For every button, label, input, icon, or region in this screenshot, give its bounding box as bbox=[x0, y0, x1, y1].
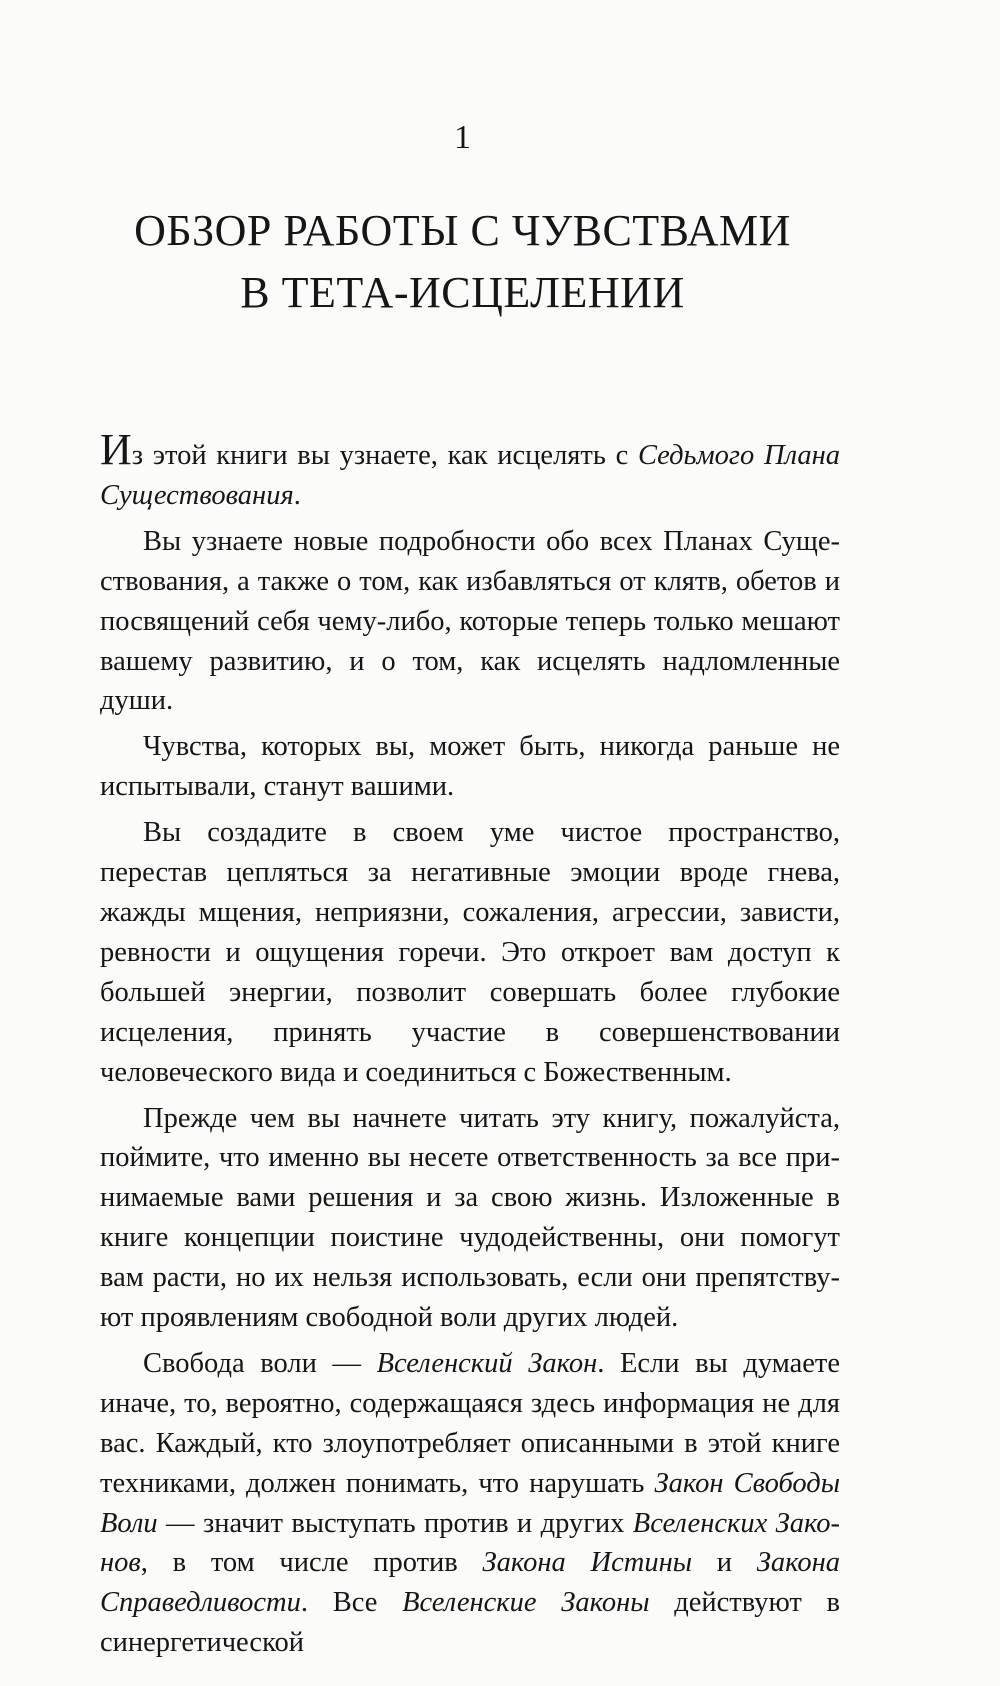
chapter-title-line-2: В ТЕТА-ИСЦЕЛЕНИИ bbox=[240, 268, 685, 317]
paragraph-text: — значит выступать против и других bbox=[157, 1507, 633, 1539]
chapter-title bbox=[0, 200, 925, 324]
emphasis-text: Закон Свободы Воли bbox=[100, 1467, 841, 1539]
emphasis-text: Закона Истины bbox=[482, 1547, 693, 1579]
chapter-title-line-1: ОБЗОР РАБОТЫ С ЧУВСТВАМИ bbox=[134, 206, 791, 255]
emphasis-text: Вселенских Законов bbox=[100, 1507, 840, 1579]
paragraph-text: . Все bbox=[300, 1587, 403, 1619]
paragraph-2: Вы узнаете новые подробности обо всех Планах Существования, а также о том, как избавляться от клятв, обетов и посвящений себя чему-либо, которые теперь только мешают вашему развитию, и о том, как исцелять надломленные души. bbox=[100, 525, 840, 717]
emphasis-text: Вселенские Законы bbox=[402, 1587, 650, 1619]
body-text bbox=[100, 425, 841, 1669]
paragraph-5: Прежде чем вы начнете читать эту книгу, пожалуйста, поймите, что именно вы несете ответственность за все принимаемые вами решения и за свою жизнь. Изложенные в книге концепции поистине чудодейственны, они помогут вам расти, но их нельзя использовать, если они препятствуют проявлениям свободной воли других людей. bbox=[100, 1102, 840, 1334]
paragraph-text: и bbox=[692, 1547, 757, 1579]
paragraph-text: действуют в синергетической bbox=[100, 1587, 840, 1659]
paragraph-4: Вы создадите в своем уме чистое пространство, перестав цепляться за негативные эмоции вроде гнева, жажды мщения, неприязни, сожаления, агрессии, зависти, ревности и ощущения горечи. Это откроет вам доступ к большей энергии, позволит совершать более глубокие исцеления, принять участие в совершенствовании человеческого вида и соединиться с Божественным. bbox=[100, 817, 840, 1088]
paragraph-text: . Если вы думаете иначе, то, вероятно, содержащаяся здесь информация не для вас. Каждый, кто злоупотребляет описанными в этой книге техниками, должен понимать, что нарушать bbox=[100, 1347, 841, 1499]
drop-cap: И bbox=[100, 425, 132, 474]
paragraph-6 bbox=[100, 1344, 840, 1663]
emphasis-text: Закона Справедливости bbox=[100, 1547, 840, 1619]
chapter-number: 1 bbox=[454, 119, 471, 156]
paragraph-3: Чувства, которых вы, может быть, никогда раньше не испытывали, станут вашими. bbox=[100, 731, 840, 803]
paragraph-text: з этой книги вы узнаете, как исцелять с bbox=[131, 440, 638, 471]
paragraph-text: . bbox=[293, 479, 301, 511]
paragraph-text: , в том числе против bbox=[140, 1547, 483, 1579]
paragraph-1 bbox=[100, 425, 840, 516]
emphasis-text: Седьмого Плана Существования bbox=[100, 440, 840, 511]
emphasis-text: Вселенский Закон bbox=[376, 1347, 598, 1379]
paragraph-text: Свобода воли — bbox=[143, 1347, 377, 1379]
